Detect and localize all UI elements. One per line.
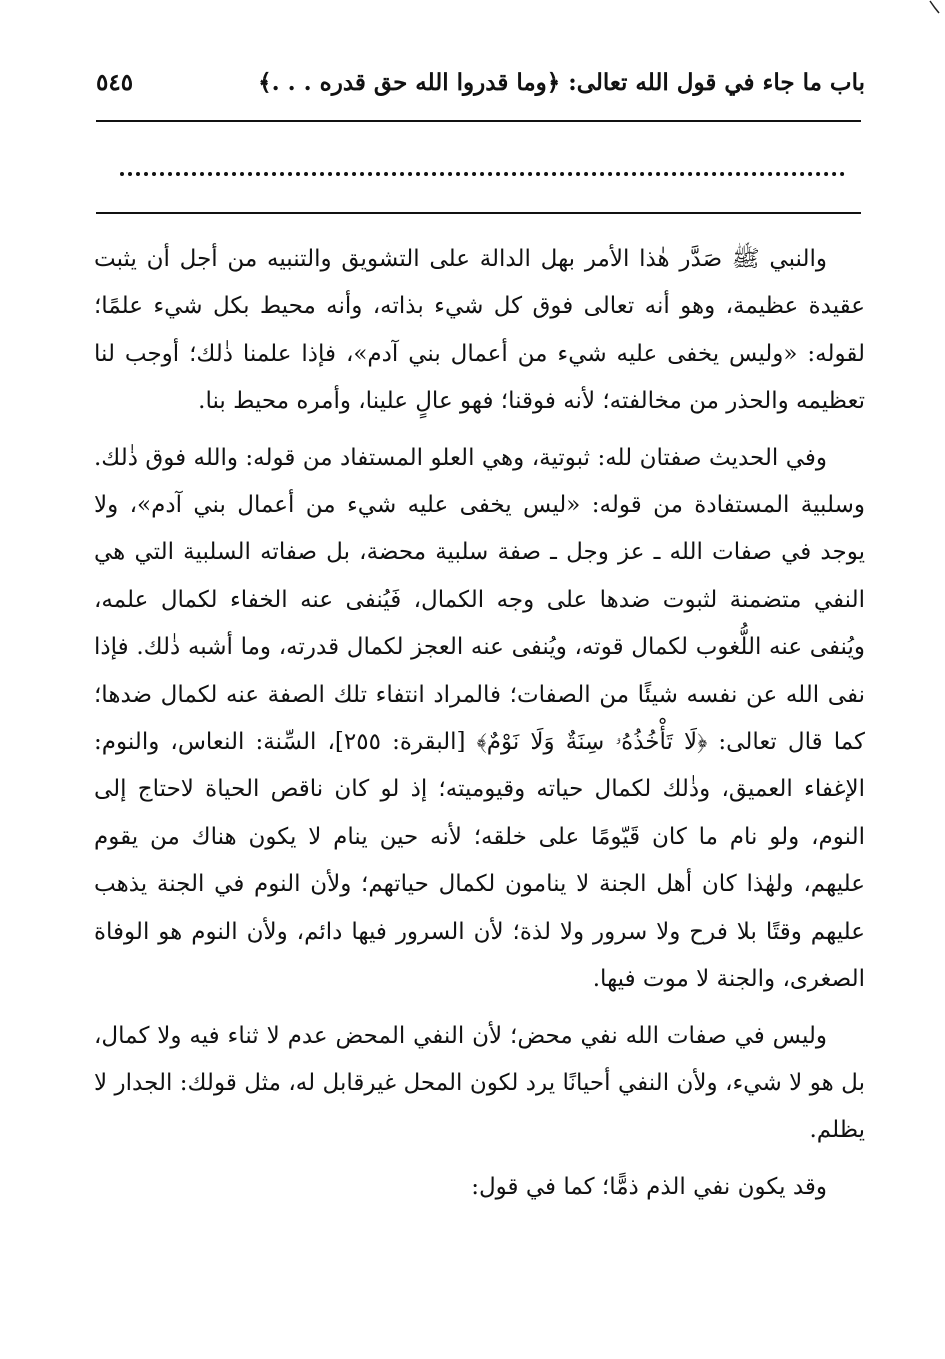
paragraph-text: وليس في صفات الله نفي محض؛ لأن النفي المحض عدم لا ثناء فيه ولا كمال، بل هو لا شيء، ولأن النفي أحيانًا يرد لكون المحل غيرقابل له، مثل قولك: الجدار لا يظلم. [94,1022,865,1144]
paragraph-text: والنبي ﷺ صَدَّر هٰذا الأمر بهل الدالة على التشويق والتنبيه من أجل أن يثبت عقيدة عظيمة، وهو أنه تعالى فوق كل شيء بذاته، وأنه محيط بكل شيء علمًا؛ لقوله: «وليس يخفى عليه شيء من أعمال بني آدم»، فإذا علمنا ذٰلك؛ أوجب لنا تعظيمه والحذر من مخالفته؛ لأنه فوقنا؛ فهو عالٍ علينا، وأمره محيط بنا. [94,246,865,415]
header-rule [96,120,861,122]
dotted-separator [120,172,845,176]
body-text [94,236,865,1220]
paragraph-text: وفي الحديث صفتان لله: ثبوتية، وهي العلو المستفاد من قوله: والله فوق ذٰلك. وسلبية المستفادة من قوله: «ليس يخفى عليه شيء من أعمال بني آدم»، ولا يوجد في صفات الله ـ عز وجل ـ صفة سلبية محضة، بل صفاته السلبية التي هي النفي متضمنة لثبوت ضدها على وجه الكمال، فَيُنفى عنه الخفاء لكمال علمه، ويُنفى عنه اللُّغوب لكمال قوته، ويُنفى عنه العجز لكمال قدرته، وما أشبه ذٰلك. فإذا نفى الله عن نفسه شيئًا من الصفات؛ فالمراد انتفاء تلك الصفة عنه لكمال ضدها؛ كما قال تعالى: ﴿لَا تَأْخُذُهُۥ سِنَةٌ وَلَا نَوْمٌ﴾ [البقرة: ٢٥٥]، السِّنة: النعاس، والنوم: الإغفاء العميق، وذٰلك لكمال حياته وقيوميته؛ إذ لو كان ناقص الحياة لاحتاج إلى النوم، ولو نام ما كان قَيّومًا على خلقه؛ لأنه حين ينام لا يكون هناك من يقوم عليهم، ولهٰذا كان أهل الجنة لا ينامون لكمال حياتهم؛ ولأن النوم في الجنة يذهب عليهم وقتًا بلا فرح ولا سرور ولا لذة؛ لأن السرور فيها دائم، ولأن النوم هو الوفاة الصغرى، والجنة لا موت فيها. [94,444,866,993]
page-header [96,62,865,102]
paragraph [94,236,865,426]
body-rule [96,212,861,214]
paragraph [94,1164,865,1211]
paragraph [94,435,865,1004]
paragraph-text: وقد يكون نفي الذم ذمًّا؛ كما في قول: [471,1173,827,1200]
paragraph [94,1013,865,1155]
running-title: باب ما جاء في قول الله تعالى: ﴿وما قدروا الله حق قدره . . .﴾ [258,68,865,96]
corner-mark-icon [927,0,941,16]
page-number: ٥٤٥ [96,68,134,96]
